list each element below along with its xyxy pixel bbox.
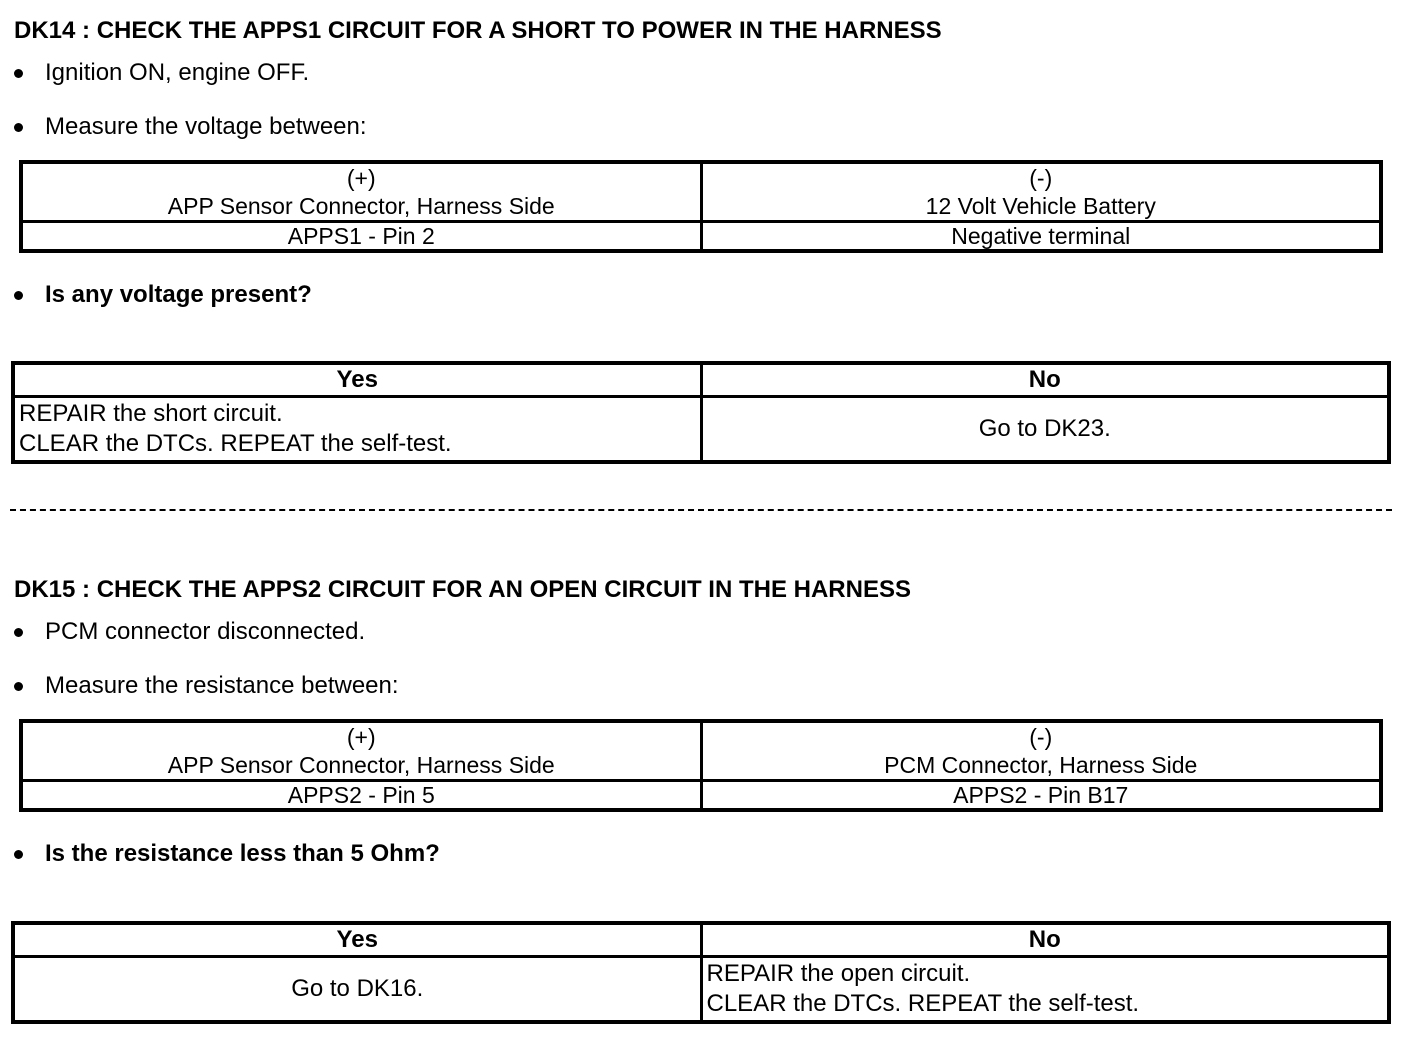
question-text: Is any voltage present? <box>45 281 312 308</box>
bullet-icon <box>14 69 23 78</box>
bullet-icon <box>14 628 23 637</box>
question-text: Is the resistance less than 5 Ohm? <box>45 840 440 867</box>
yes-action-line-2: CLEAR the DTCs. REPEAT the self-test. <box>19 430 452 457</box>
instruction-text: Measure the voltage between: <box>45 113 367 140</box>
yes-action <box>13 397 701 463</box>
result-table-dk14 <box>11 361 1391 464</box>
question-dk14 <box>12 281 312 309</box>
negative-pin: APPS2 - Pin B17 <box>701 781 1381 811</box>
instruction-pcm-disconnect <box>12 618 365 646</box>
no-action: Go to DK23. <box>701 397 1389 463</box>
negative-location: 12 Volt Vehicle Battery <box>925 193 1156 219</box>
negative-symbol: (-) <box>1029 165 1053 191</box>
no-action-line-1: REPAIR the open circuit. <box>706 960 971 987</box>
positive-location: APP Sensor Connector, Harness Side <box>167 193 555 219</box>
yes-action: Go to DK16. <box>13 957 701 1023</box>
negative-pin: Negative terminal <box>701 222 1381 252</box>
positive-symbol: (+) <box>346 165 376 191</box>
no-action-line-2: CLEAR the DTCs. REPEAT the self-test. <box>706 990 1140 1017</box>
section-divider <box>10 509 1392 511</box>
no-header: No <box>701 923 1389 957</box>
positive-probe-header <box>21 721 701 781</box>
yes-header: Yes <box>13 923 701 957</box>
instruction-measure <box>12 672 399 700</box>
negative-probe-header <box>701 162 1381 222</box>
negative-symbol: (-) <box>1029 724 1053 750</box>
positive-symbol: (+) <box>346 724 376 750</box>
bullet-icon <box>14 850 23 859</box>
bullet-icon <box>14 682 23 691</box>
negative-probe-header <box>701 721 1381 781</box>
measurement-table-dk15 <box>19 719 1383 812</box>
instruction-text: Measure the resistance between: <box>45 672 399 699</box>
yes-header: Yes <box>13 363 701 397</box>
instruction-ignition <box>12 59 309 87</box>
measurement-table-dk14 <box>19 160 1383 253</box>
result-table-dk15 <box>11 921 1391 1024</box>
instruction-text: Ignition ON, engine OFF. <box>45 59 310 86</box>
yes-action-line-1: REPAIR the short circuit. <box>19 400 283 427</box>
question-dk15 <box>12 840 440 868</box>
positive-location: APP Sensor Connector, Harness Side <box>167 752 555 778</box>
negative-location: PCM Connector, Harness Side <box>884 752 1198 778</box>
step-title-dk14: DK14 : CHECK THE APPS1 CIRCUIT FOR A SHORT TO POWER IN THE HARNESS <box>14 17 942 44</box>
no-header: No <box>701 363 1389 397</box>
positive-pin: APPS1 - Pin 2 <box>21 222 701 252</box>
instruction-measure <box>12 113 367 141</box>
bullet-icon <box>14 291 23 300</box>
positive-probe-header <box>21 162 701 222</box>
bullet-icon <box>14 123 23 132</box>
positive-pin: APPS2 - Pin 5 <box>21 781 701 811</box>
instruction-text: PCM connector disconnected. <box>45 618 366 645</box>
step-title-dk15: DK15 : CHECK THE APPS2 CIRCUIT FOR AN OPEN CIRCUIT IN THE HARNESS <box>14 576 911 603</box>
no-action <box>701 957 1389 1023</box>
